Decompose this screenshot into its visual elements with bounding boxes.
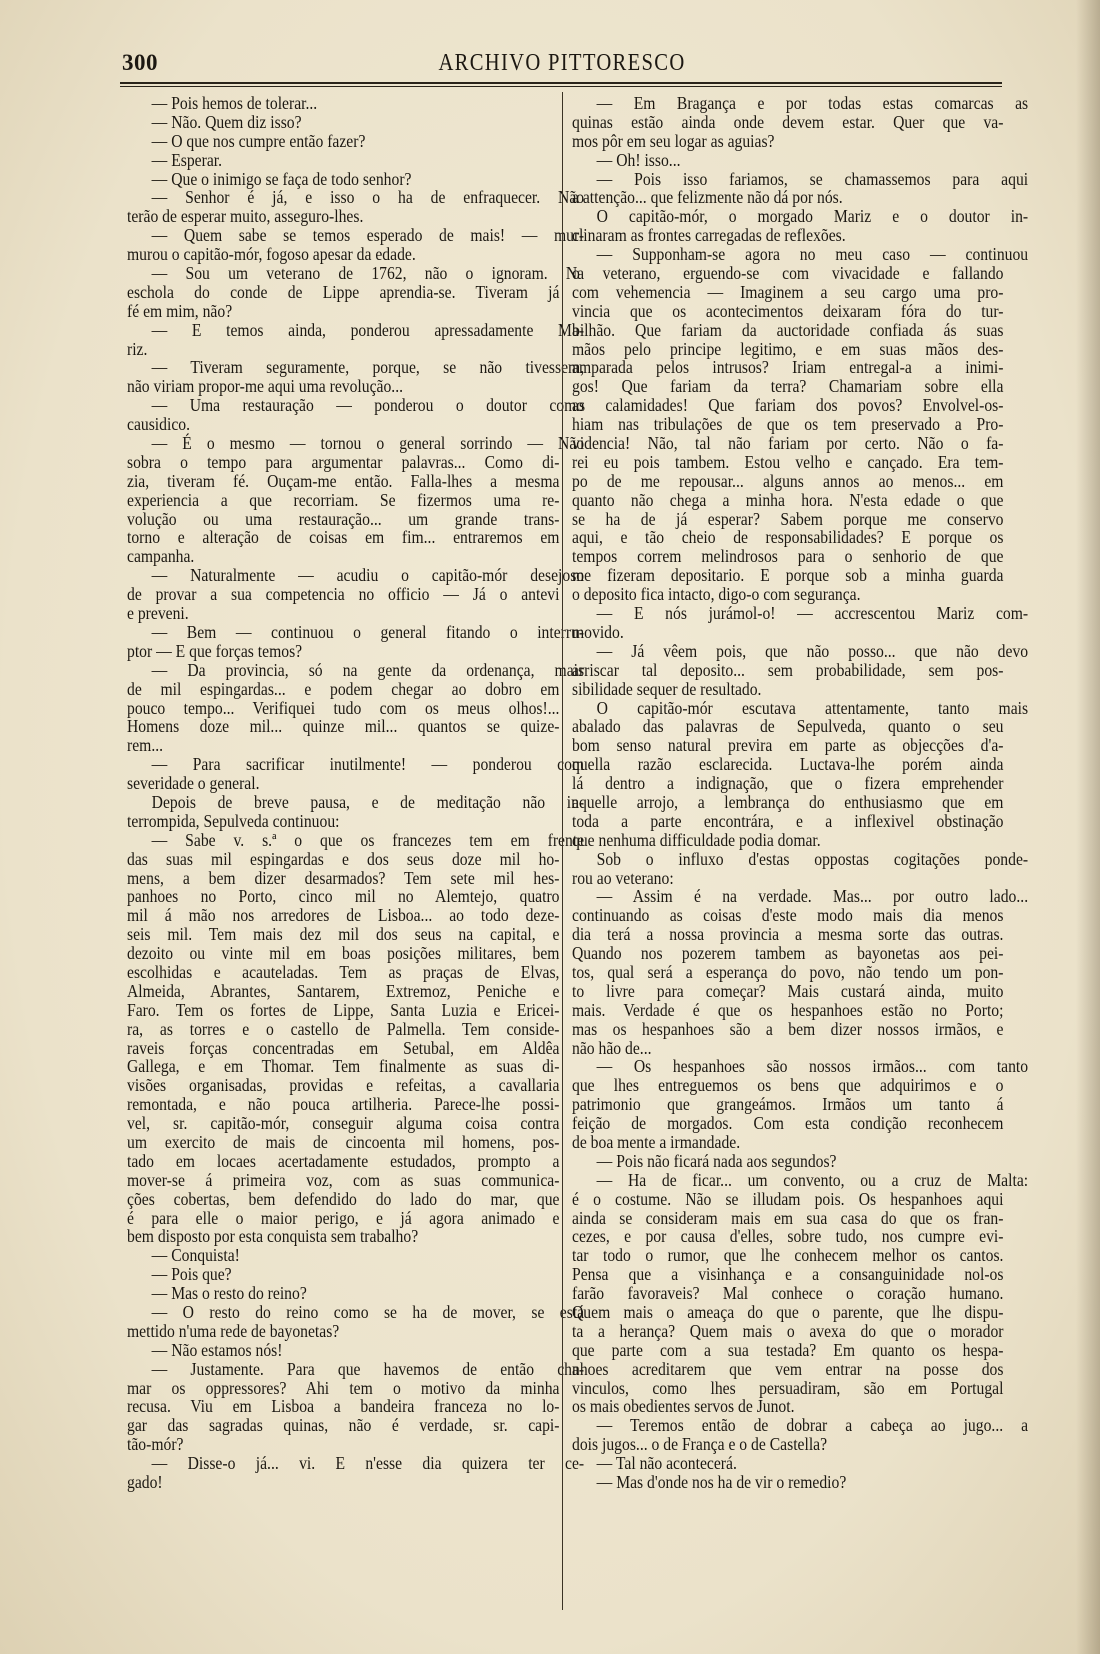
text-line: quella razão esclarecida. Luctava-lhe porém ainda xyxy=(572,754,1004,775)
text-line: de boa mente a irmandade. xyxy=(572,1131,741,1152)
text-line: tempos correm melindrosos para o senhorio de que xyxy=(572,546,1004,567)
text-line: mas os hespanhoes são a bem dizer nossos irmãos, e xyxy=(572,1018,1004,1039)
text-line: — E nós jurámol-o! — accrescentou Mariz com- xyxy=(596,603,1029,624)
text-line: mais. Verdade é que os hespanhoes estão no Porto; xyxy=(572,999,1004,1020)
text-line: mil á mão nos arredores de Lisboa... ao todo deze- xyxy=(127,905,560,926)
text-line: volução ou uma restauração... um grande trans- xyxy=(127,508,560,529)
text-line: Pensa que a visinhança e a consanguinidade nol-os xyxy=(572,1264,1004,1285)
text-line: — Em Bragança e por todas estas comarcas as xyxy=(596,93,1029,113)
text-line: se ha de já esperar? Sabem porque me conservo xyxy=(572,508,1004,529)
text-line: — Ha de ficar... um convento, ou a cruz de Malta: xyxy=(596,1169,1029,1190)
text-line: — E temos ainda, ponderou apressadamente Ma- xyxy=(151,319,585,340)
text-line: tos, qual será a esperança do povo, não tendo um pon- xyxy=(572,961,1004,982)
text-line: gado! xyxy=(127,1472,163,1493)
text-line: — Não. Quem diz isso? xyxy=(151,111,302,132)
text-line: — Tiveram seguramente, porque, se não tivessem, xyxy=(151,357,585,378)
text-line: hiam nas tribulações de que os tem preservado a Pro- xyxy=(572,414,1004,435)
text-line: de provar a sua competencia no officio — Já o antevi xyxy=(127,584,560,605)
journal-title: ARCHIVO PITTORESCO xyxy=(438,50,686,76)
text-line: ainda se consideram mais em sua casa do que os fran- xyxy=(572,1207,1004,1228)
text-line: que lhes entreguemos os bens que adquirimos e o xyxy=(572,1075,1004,1096)
text-line: abalado das palavras de Sepulveda, quanto o seu xyxy=(572,716,1004,737)
text-line: vinculos, como lhes persuadiram, são em Portugal xyxy=(572,1377,1004,1398)
text-line: e preveni. xyxy=(127,603,189,624)
text-line: os mais obedientes servos de Junot. xyxy=(572,1396,795,1417)
text-line: bom senso natural previra em parte as objecções d'a- xyxy=(572,735,1004,756)
text-line: seis mil. Tem mais dez mil dos seus na capital, e xyxy=(127,924,560,945)
text-line: que parte com a sua testada? Em quanto os hespa- xyxy=(572,1339,1004,1360)
text-line: — Tal não acontecerá. xyxy=(596,1453,737,1474)
text-line: amparada pelos intrusos? Iriam entregal-a a inimi- xyxy=(572,357,1004,378)
text-line: mens, a bem dizer desarmados? Tem sete mil hes- xyxy=(127,867,560,888)
text-line: dezoito ou vinte mil em boas posições militares, bem xyxy=(127,943,560,964)
text-line: riz. xyxy=(127,338,148,359)
text-line: — Os hespanhoes são nossos irmãos... com tanto xyxy=(596,1056,1029,1077)
left-column xyxy=(127,93,585,1493)
header-rule-thin xyxy=(120,86,1002,87)
text-line: o deposito fica intacto, digo-o com segurança. xyxy=(572,584,861,605)
text-line: — Esperar. xyxy=(151,149,223,170)
text-line: bilhão. Que fariam da auctoridade confiada ás suas xyxy=(572,319,1004,340)
text-line: mãos pelo principe legitimo, e em suas mãos des- xyxy=(572,338,1004,359)
text-line: — Mas d'onde nos ha de vir o remedio? xyxy=(596,1472,847,1493)
text-line: tão-mór? xyxy=(127,1434,184,1455)
text-line: Gallega, e em Thomar. Tem finalmente as suas di- xyxy=(127,1056,560,1077)
text-line: — Disse-o já... vi. E n'esse dia quizera ter ce- xyxy=(151,1453,585,1474)
text-line: tar todo o rumor, que lhe conhecem melhor os cantos. xyxy=(572,1245,1004,1266)
text-line: causidico. xyxy=(127,414,191,435)
text-line: — Senhor é já, e isso o ha de enfraquecer. Não xyxy=(151,187,585,208)
text-line: cezes, e por causa d'elles, sobre tudo, nos cumpre evi- xyxy=(572,1226,1004,1247)
text-line: Quando nos pozerem tambem as bayonetas aos pei- xyxy=(572,943,1004,964)
text-line: — Já vêem pois, que não posso... que não devo xyxy=(596,640,1029,661)
text-line: O capitão-mór escutava attentamente, tanto mais xyxy=(596,697,1029,718)
text-line: mettido n'uma rede de bayonetas? xyxy=(127,1320,340,1341)
text-line: Homens doze mil... quinze mil... quantos se quize- xyxy=(127,716,560,737)
text-line: — Pois não ficará nada aos segundos? xyxy=(596,1150,837,1171)
text-line: Depois de breve pausa, e de meditação não in- xyxy=(151,791,585,812)
text-line: nhoes acreditarem que vem entrar na posse dos xyxy=(572,1358,1004,1379)
text-line: tado em locaes acertadamente estudados, prompto a xyxy=(127,1150,560,1171)
text-line: Sob o influxo d'estas oppostas cogitações ponde- xyxy=(596,848,1029,869)
right-column xyxy=(572,93,1029,1493)
text-line: lá dentro a indignação, que o fizera emprehender xyxy=(572,773,1004,794)
text-line: é para elle o maior perigo, e já agora animado e xyxy=(127,1207,560,1228)
text-line: eschola do conde de Lippe aprendia-se. Tiveram já xyxy=(127,281,560,302)
text-line: as calamidades! Que fariam dos povos? Envolvel-os- xyxy=(572,395,1004,416)
text-line: farão favoraveis? Mal conhece o coração humano. xyxy=(572,1283,1004,1304)
text-line: feição de morgados. Com esta condição reconhecem xyxy=(572,1113,1004,1134)
text-line: recusa. Viu em Lisboa a bandeira franceza no lo- xyxy=(127,1396,560,1417)
text-line: — Teremos então de dobrar a cabeça ao jugo... a xyxy=(596,1415,1029,1436)
text-line: que nenhuma difficuldade podia domar. xyxy=(572,829,821,850)
text-line: terrompida, Sepulveda continuou: xyxy=(127,810,340,831)
text-line: escolhidas e acauteladas. Tem as praças de Elvas, xyxy=(127,961,560,982)
text-line: ções cobertas, bem defendido do lado do mar, que xyxy=(127,1188,560,1209)
text-line: quanto não chega a minha hora. N'esta edade o que xyxy=(572,489,1004,510)
text-line: rei eu pois tambem. Estou velho e cançado. Era tem- xyxy=(572,451,1004,472)
text-line: — Pois hemos de tolerar... xyxy=(151,93,318,113)
text-line: — Pois isso fariamos, se chamassemos para aqui xyxy=(596,168,1029,189)
page-number: 300 xyxy=(122,50,158,75)
text-line: — Não estamos nós! xyxy=(151,1339,283,1360)
text-line: — Justamente. Para que havemos de então cha- xyxy=(151,1358,585,1379)
text-line: murou o capitão-mór, fogoso apesar da edade. xyxy=(127,244,416,265)
text-line: ptor — E que forças temos? xyxy=(127,640,303,661)
text-line: continuando as coisas d'este modo mais dia menos xyxy=(572,905,1004,926)
text-line: o veterano, erguendo-se com vivacidade e fallando xyxy=(572,263,1004,284)
text-line: — Assim é na verdade. Mas... por outro lado... xyxy=(596,886,1029,907)
text-line: terão de esperar muito, asseguro-lhes. xyxy=(127,206,364,227)
text-line: de mil espingardas... e podem chegar ao dobro em xyxy=(127,678,560,699)
text-line: Quem mais o ameaça do que o parente, que lhe dispu- xyxy=(572,1302,1004,1322)
text-line: panhoes no Porto, cinco mil no Alemtejo, quatro xyxy=(127,886,560,907)
text-line: com vehemencia — Imaginem a seu cargo uma pro- xyxy=(572,281,1004,302)
text-line: — Pois que? xyxy=(151,1264,232,1285)
text-line: mover-se á primeira voz, com as suas communica- xyxy=(127,1169,560,1190)
text-line: remontada, e não pouca artilheria. Parece-lhe possi- xyxy=(127,1094,560,1115)
text-line: gar das sagradas quinas, não é verdade, sr. capi- xyxy=(127,1415,560,1436)
text-line: quinas estão ainda onde devem estar. Quer que va- xyxy=(572,111,1004,132)
text-line: aquelle arrojo, a lembrança do enthusiasmo que em xyxy=(572,791,1004,812)
text-line: — Sabe v. s.ª o que os francezes tem em frente xyxy=(151,829,585,850)
text-line: arriscar tal deposito... sem probabilidade, sem pos- xyxy=(572,659,1004,680)
text-line: — Conquista! xyxy=(151,1245,240,1266)
text-line: toda a parte encontrára, e a inflexivel obstinação xyxy=(572,810,1004,831)
text-line: Almeida, Abrantes, Santarem, Extremoz, Peniche e xyxy=(127,980,560,1001)
text-line: — É o mesmo — tornou o general sorrindo — Não xyxy=(151,433,585,454)
text-line: rem... xyxy=(127,735,164,756)
text-line: to livre para começar? Mais custará ainda, muito xyxy=(572,980,1004,1001)
text-line: — O resto do reino como se ha de mover, se está xyxy=(151,1302,585,1322)
text-line: — Quem sabe se temos esperado de mais! — mur- xyxy=(151,225,585,246)
text-line: é o costume. Não se illudam pois. Os hespanhoes aqui xyxy=(572,1188,1004,1209)
text-line: raveis forças concentradas em Setubal, em Aldêa xyxy=(127,1037,560,1058)
text-line: — Supponham-se agora no meu caso — continuou xyxy=(596,244,1029,265)
text-line: dois jugos... o de França e o de Castella? xyxy=(572,1434,828,1455)
text-line: mar os oppressores? Ahi tem o motivo da minha xyxy=(127,1377,560,1398)
text-line: — Que o inimigo se faça de todo senhor? xyxy=(151,168,412,189)
text-line: fé em mim, não? xyxy=(127,300,233,321)
column-divider xyxy=(562,92,563,1610)
text-line: — Naturalmente — acudiu o capitão-mór desejoso xyxy=(151,565,585,586)
text-line: visões organisadas, providas e refeitas, a cavallaria xyxy=(127,1075,560,1096)
text-line: das suas mil espingardas e dos seus doze mil ho- xyxy=(127,848,560,869)
text-line: — Oh! isso... xyxy=(596,149,681,170)
text-line: gos! Que fariam da terra? Chamariam sobre ella xyxy=(572,376,1004,397)
text-line: campanha. xyxy=(127,546,195,567)
text-line: torno e alteração de coisas em fim... entraremos em xyxy=(127,527,560,548)
text-line: Faro. Tem os fortes de Lippe, Santa Luzia e Ericei- xyxy=(127,999,560,1020)
text-line: zia, tiveram fé. Ouçam-me então. Falla-lhes a mesma xyxy=(127,470,560,491)
running-header xyxy=(122,50,1002,82)
text-line: — Uma restauração — ponderou o doutor como xyxy=(151,395,585,416)
text-line: pouco tempo... Verifiquei tudo com os meus olhos!... xyxy=(127,697,560,718)
text-line: — Sou um veterano de 1762, não o ignoram. Na xyxy=(151,263,585,284)
text-line: não hão de... xyxy=(572,1037,652,1058)
text-line: aqui, e tão cheio de responsabilidades? E porque os xyxy=(572,527,1004,548)
text-line: ra, as torres e o castello de Palmella. Tem conside- xyxy=(127,1018,560,1039)
page-edge-shadow xyxy=(1076,0,1100,1654)
text-line: — O que nos cumpre então fazer? xyxy=(151,130,366,151)
text-line: sobra o tempo para argumentar palavras... Como di- xyxy=(127,451,560,472)
text-line: — Bem — continuou o general fitando o interru- xyxy=(151,621,585,642)
text-line: movido. xyxy=(572,621,624,642)
header-rule xyxy=(120,82,1002,84)
text-line: experiencia a que recorriam. Se fizermos uma re- xyxy=(127,489,560,510)
text-line: vel, sr. capitão-mór, conseguir alguma coisa contra xyxy=(127,1113,560,1134)
text-line: sibilidade sequer de resultado. xyxy=(572,678,762,699)
text-line: rou ao veterano: xyxy=(572,867,674,888)
text-line: O capitão-mór, o morgado Mariz e o doutor in- xyxy=(596,206,1029,227)
text-line: — Para sacrificar inutilmente! — ponderou com xyxy=(151,754,585,775)
text-line: vincia que os acontecimentos deixaram fóra do tur- xyxy=(572,300,1004,321)
text-line: severidade o general. xyxy=(127,773,260,794)
text-line: um exercito de mais de cincoenta mil homens, pos- xyxy=(127,1131,560,1152)
text-line: — Da provincia, só na gente da ordenança, mais xyxy=(151,659,585,680)
text-line: po de me repousar... alguns annos ao menos... em xyxy=(572,470,1004,491)
text-line: clinaram as frontes carregadas de reflexões. xyxy=(572,225,846,246)
text-line: a attenção... que felizmente não dá por nós. xyxy=(572,187,843,208)
text-line: mos pôr em seu logar as aguias? xyxy=(572,130,775,151)
text-line: — Mas o resto do reino? xyxy=(151,1283,307,1304)
text-line: dia terá a nossa provincia a mesma sorte das outras. xyxy=(572,924,1004,945)
text-line: patrimonio que grangeámos. Irmãos um tanto á xyxy=(572,1094,1004,1115)
text-line: não viriam propor-me aqui uma revolução... xyxy=(127,376,404,397)
text-line: videncia! Não, tal não fariam por certo. Não o fa- xyxy=(572,433,1004,454)
text-line: me fizeram depositario. E porque sob a minha guarda xyxy=(572,565,1004,586)
text-line: ta a herança? Quem mais o avexa do que o morador xyxy=(572,1320,1004,1341)
text-line: bem disposto por esta conquista sem trabalho? xyxy=(127,1226,419,1247)
